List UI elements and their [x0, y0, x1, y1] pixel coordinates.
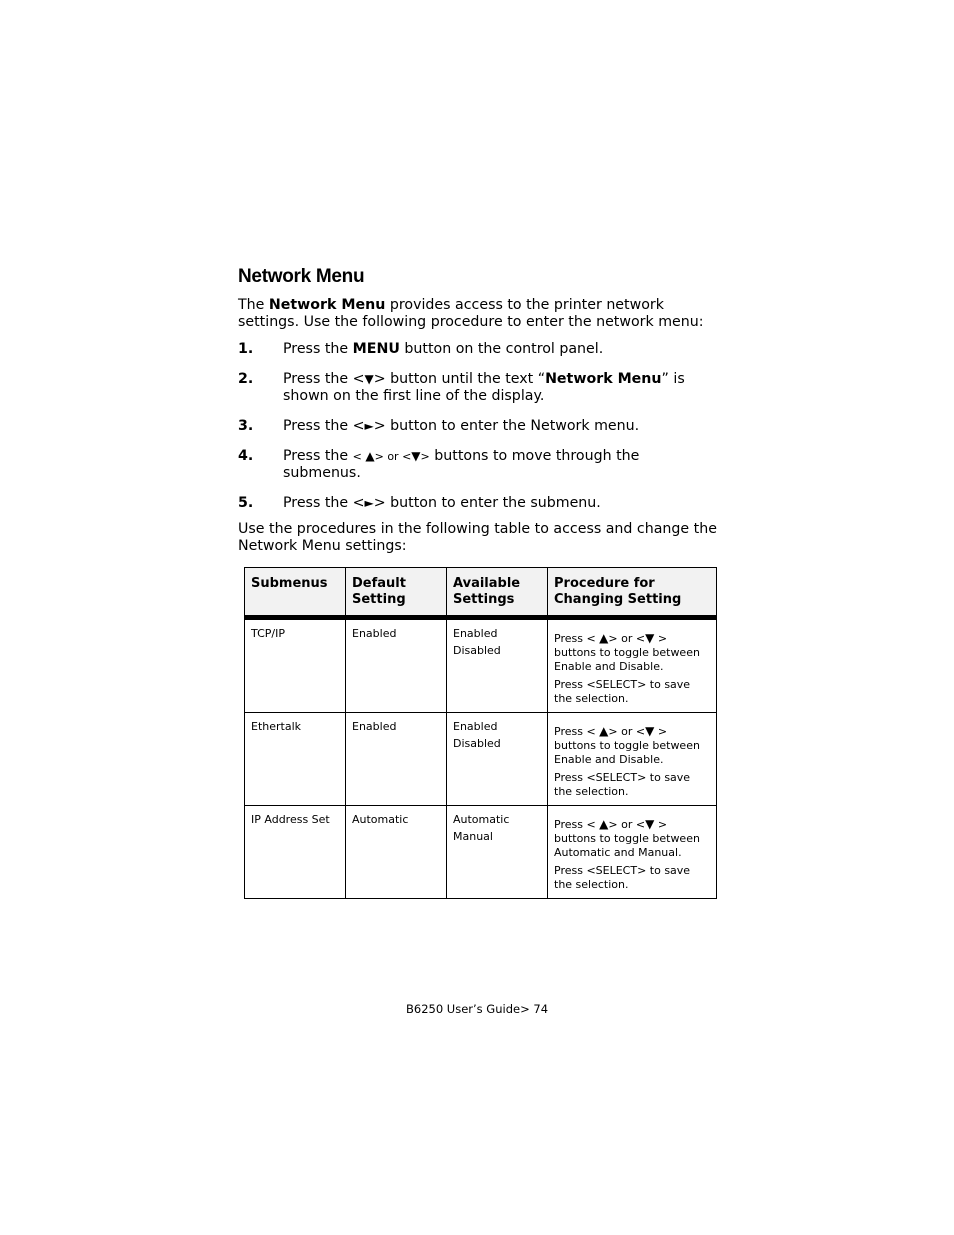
available-settings-cell: Automatic Manual: [447, 806, 548, 899]
column-header: Procedure for Changing Setting: [548, 568, 717, 618]
page-heading: Network Menu: [238, 266, 365, 287]
step-1: 1. Press the MENU button on the control panel.: [238, 341, 604, 357]
down-arrow-icon: ▼: [645, 817, 655, 831]
table-row: [245, 806, 717, 899]
column-header: Submenus: [245, 568, 346, 618]
right-arrow-icon: ►: [364, 419, 374, 433]
down-arrow-icon: ▼: [411, 449, 421, 463]
down-arrow-icon: ▼: [645, 724, 655, 738]
step-number: 4.: [238, 448, 254, 464]
procedure-cell: Press < ▲> or <▼ > buttons to toggle between Automatic and Manual. Press <SELECT> to save the selection.: [548, 806, 717, 899]
submenu-cell: TCP/IP: [245, 618, 346, 713]
table-row: [245, 713, 717, 806]
submenu-cell: Ethertalk: [245, 713, 346, 806]
intro-paragraph: The Network Menu provides access to the printer network settings. Use the following procedure to enter the network menu:: [238, 297, 704, 330]
page-footer: B6250 User’s Guide> 74: [405, 1002, 549, 1016]
table-row: [245, 618, 717, 713]
network-menu-table: [244, 567, 717, 899]
up-arrow-icon: ▲: [599, 724, 609, 738]
right-arrow-icon: ►: [364, 496, 374, 510]
step-number: 1.: [238, 341, 254, 357]
up-arrow-icon: ▲: [599, 631, 609, 645]
procedure-cell: Press < ▲> or <▼ > buttons to toggle between Enable and Disable. Press <SELECT> to save the selection.: [548, 713, 717, 806]
outro-paragraph: Use the procedures in the following table to access and change the Network Menu settings:: [238, 521, 717, 554]
down-arrow-icon: ▼: [364, 372, 374, 386]
column-header: Default Setting: [346, 568, 447, 618]
step-5: 5. Press the <►> button to enter the submenu.: [238, 495, 601, 511]
submenu-cell: IP Address Set: [245, 806, 346, 899]
step-number: 2.: [238, 371, 254, 387]
default-setting-cell: Automatic: [346, 806, 447, 899]
up-arrow-icon: ▲: [599, 817, 609, 831]
default-setting-cell: Enabled: [346, 713, 447, 806]
step-number: 5.: [238, 495, 254, 511]
available-settings-cell: Enabled Disabled: [447, 713, 548, 806]
step-number: 3.: [238, 418, 254, 434]
table-header-row: [245, 568, 717, 618]
column-header: Available Settings: [447, 568, 548, 618]
step-2: 2. Press the <▼> button until the text “Network Menu” is shown on the first line of the display.: [238, 371, 685, 404]
step-3: 3. Press the <►> button to enter the Network menu.: [238, 418, 640, 434]
down-arrow-icon: ▼: [645, 631, 655, 645]
available-settings-cell: Enabled Disabled: [447, 618, 548, 713]
procedure-cell: Press < ▲> or <▼ > buttons to toggle between Enable and Disable. Press <SELECT> to save the selection.: [548, 618, 717, 713]
step-4: 4. Press the < ▲> or <▼> buttons to move through the submenus.: [238, 448, 640, 481]
default-setting-cell: Enabled: [346, 618, 447, 713]
up-arrow-icon: ▲: [365, 449, 375, 463]
